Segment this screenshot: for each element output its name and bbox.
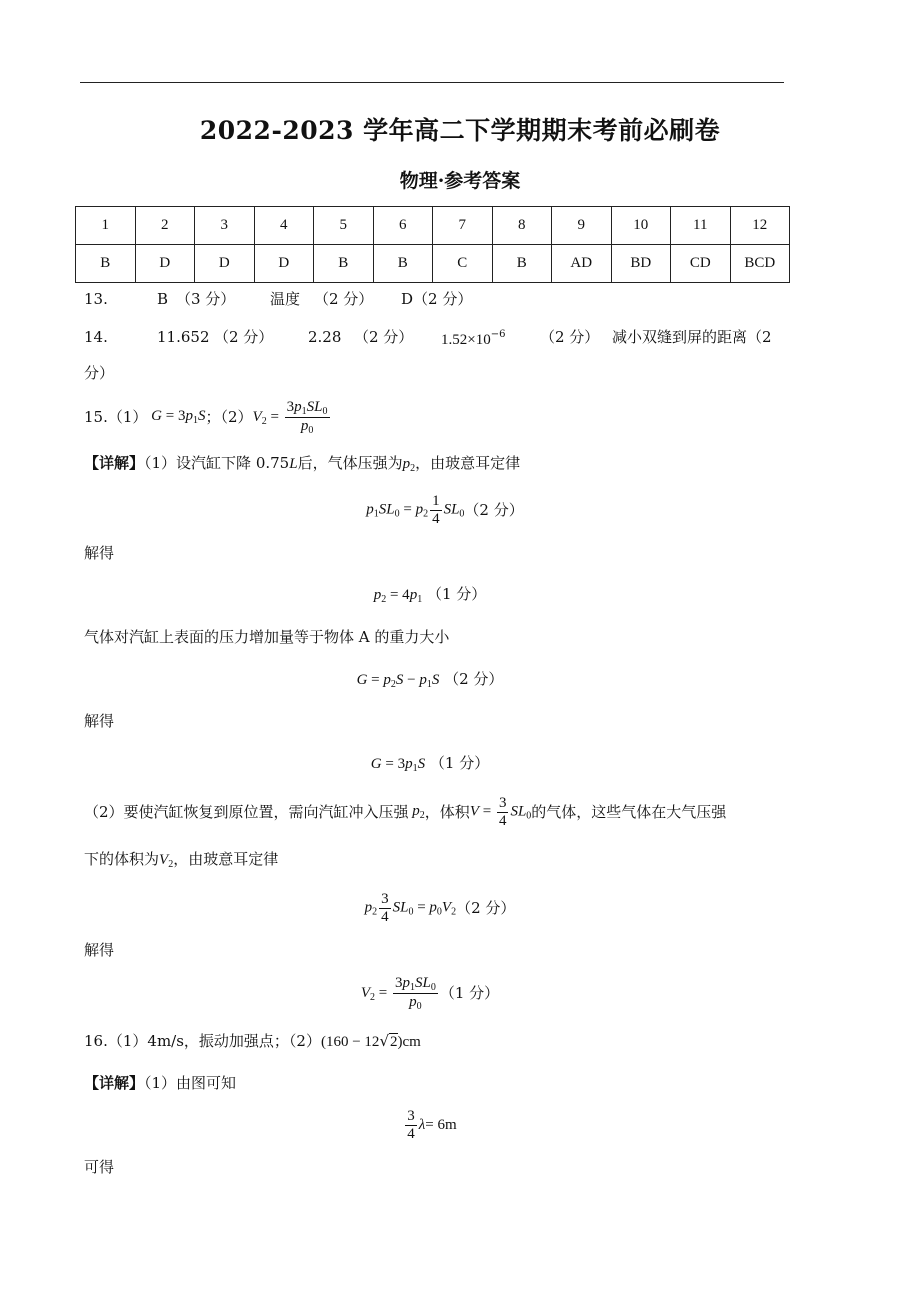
answer-cell: AD <box>552 245 612 283</box>
answer-cell: BD <box>611 245 671 283</box>
question-number-cell: 11 <box>671 207 731 245</box>
answer-cell: D <box>195 245 255 283</box>
q16-eq1-lambda: λ <box>418 1116 426 1133</box>
answer-cell: CD <box>671 245 731 283</box>
q15-detail-line-4-b: ，由玻意耳定律 <box>173 850 279 868</box>
q15-answer-line <box>84 396 332 438</box>
q15-equation-4 <box>0 756 860 774</box>
q15-eq6-formula: $V_2$ = $\frac{3p_1SL_0}{p_0}$ <box>360 974 436 1012</box>
q15-detail-line-4-a: 下的体积为 <box>84 850 160 868</box>
q15-var-p2b: $p_2$ <box>408 802 425 821</box>
q15-label: 15.（1） <box>84 407 148 426</box>
q15-detail-line-2: 气体对汽缸上表面的压力增加量等于物体 A 的重力大小 <box>84 628 450 646</box>
q16-eq1-fraction: $\frac{3}{4}$ <box>407 1108 415 1142</box>
q15-detail-line-3 <box>84 792 726 832</box>
q15-answer-1: $G = 3p_1S$ <box>147 407 206 426</box>
question-number-cell: 1 <box>76 207 136 245</box>
answer-cell: C <box>433 245 493 283</box>
q13-score-2: （2 分） <box>314 290 374 308</box>
q15-detail-line-4 <box>84 852 278 870</box>
q14-score-2: （2 分） <box>354 328 414 346</box>
q14-answer-3-exponent: −6 <box>490 329 506 340</box>
question-number-cell: 4 <box>254 207 314 245</box>
q16-kede: 可得 <box>84 1158 115 1176</box>
q16-detail-prefix: 【详解】 <box>84 1074 145 1092</box>
question-number-cell: 5 <box>314 207 374 245</box>
question-number-cell: 7 <box>433 207 493 245</box>
q15-var-V2: $V_2$ <box>159 852 174 870</box>
answer-cell: BCD <box>730 245 790 283</box>
q13-answer-3: D（2 分） <box>401 290 473 308</box>
q15-detail-text-c: ，由玻意耳定律 <box>415 454 521 472</box>
sqrt-icon: √ <box>379 1032 389 1050</box>
top-rule <box>80 82 784 83</box>
q15-detail-line-3-c: 的气体，这些气体在大气压强 <box>531 802 727 821</box>
q15-detail-text-b: 后，气体压强为 <box>297 454 403 472</box>
q15-equation-3 <box>0 672 860 690</box>
question-number-cell: 3 <box>195 207 255 245</box>
question-number-cell: 12 <box>730 207 790 245</box>
answer-table <box>75 206 790 283</box>
question-number-cell: 10 <box>611 207 671 245</box>
answer-cell: B <box>314 245 374 283</box>
page-subtitle: 物理·参考答案 <box>399 170 521 192</box>
answer-table-answer-row <box>76 245 790 283</box>
answer-cell: D <box>135 245 195 283</box>
q15-detail-prefix: 【详解】 <box>84 454 145 472</box>
answer-cell: B <box>373 245 433 283</box>
q16-detail-text: （1）由图可知 <box>144 1074 237 1092</box>
q15-eq4-score: （1 分） <box>429 754 490 772</box>
q14-answer-1: 11.652 <box>157 328 210 346</box>
q14-answer-3 <box>441 330 505 348</box>
q15-equation-1 <box>0 492 890 528</box>
answer-cell: B <box>492 245 552 283</box>
q15-equation-2 <box>0 587 860 605</box>
answer-table-number-row <box>76 207 790 245</box>
q15-eq3-formula: $G = p_2S - p_1S$ <box>356 672 440 690</box>
q15-jiede-3: 解得 <box>84 941 115 959</box>
q15-eq6-score: （1 分） <box>439 983 500 1002</box>
question-number-cell: 6 <box>373 207 433 245</box>
answer-cell: B <box>76 245 136 283</box>
question-number-cell: 2 <box>135 207 195 245</box>
q15-eq1-formula: $p_1SL_0 = p_2$ $\frac{1}{4}$ $SL_0$ <box>366 493 465 527</box>
q15-var-volume: V = $\frac{3}{4}$ $SL_0$ <box>469 795 532 829</box>
q16-answer-line <box>84 1034 421 1050</box>
q13-answer-1: B <box>157 290 169 308</box>
q15-eq4-formula: $G = 3p_1S$ <box>370 756 426 774</box>
q15-eq1-score: （2 分） <box>464 500 524 519</box>
question-number-cell: 8 <box>492 207 552 245</box>
q15-answer-2: $V_2$ = $\frac{3p_1SL_0}{p_0}$ <box>252 398 328 436</box>
q15-separator: ；（2） <box>205 407 253 426</box>
q15-equation-6 <box>0 972 860 1014</box>
q14-answer-2: 2.28 <box>308 328 342 346</box>
q16-equation-1 <box>0 1104 860 1146</box>
q15-jiede-2: 解得 <box>84 712 115 730</box>
q15-detail-line-3-a: （2）要使汽缸恢复到原位置，需向汽缸冲入压强 <box>84 802 409 821</box>
q15-var-L: L <box>289 456 298 472</box>
q15-eq2-formula: $p_2 = 4p_1$ <box>373 587 423 605</box>
q16-answer-a: (160 − 12 <box>320 1034 380 1050</box>
q13-score-1: （3 分） <box>176 290 236 308</box>
q15-eq3-score: （2 分） <box>444 670 504 688</box>
q15-eq2-score: （1 分） <box>426 585 487 603</box>
q14-answer-3-mantissa: 1.52×10 <box>441 332 491 348</box>
q15-detail-line-1 <box>84 456 520 474</box>
answer-cell: D <box>254 245 314 283</box>
q16-answer-b: )cm <box>397 1034 421 1050</box>
q14-label: 14. <box>84 328 108 346</box>
question-number-cell: 9 <box>552 207 612 245</box>
q16-detail-line-1 <box>84 1076 236 1091</box>
q15-jiede-1: 解得 <box>84 544 115 562</box>
q16-label: 16.（1）4m/s，振动加强点；（2） <box>84 1032 321 1050</box>
q15-equation-5 <box>0 890 880 926</box>
q14-score-1: （2 分） <box>214 328 274 346</box>
q15-eq5-formula: $p_2$ $\frac{3}{4}$ $SL_0 = p_0V_2$ <box>364 891 457 925</box>
q13-label: 13. <box>84 290 108 308</box>
q16-eq1-rhs: = 6m <box>425 1116 457 1133</box>
q14-answer-4: 减小双缝到屏的距离（2 <box>612 328 772 346</box>
q15-eq5-score: （2 分） <box>456 898 516 917</box>
q15-var-p2: $p_2$ <box>402 456 416 474</box>
page-title: 2022-2023 学年高二下学期期末考前必刷卷 <box>199 116 721 145</box>
q16-answer-radicand: 2 <box>390 1034 398 1050</box>
q14-answer-4-continued: 分） <box>84 364 115 382</box>
q13-answer-2: 温度 <box>270 290 301 308</box>
q15-detail-text-a: （1）设汽缸下降 0.75 <box>144 454 290 472</box>
q14-score-3: （2 分） <box>540 328 600 346</box>
q15-detail-line-3-b: ，体积 <box>424 802 470 821</box>
